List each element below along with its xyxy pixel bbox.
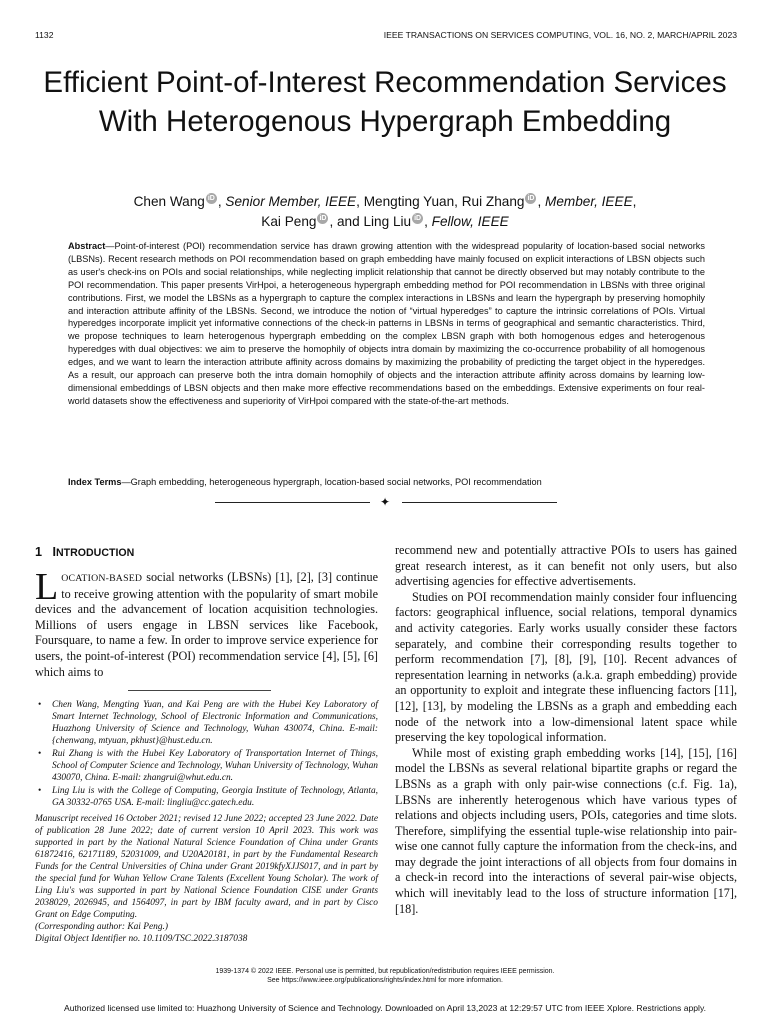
footnote-rule (128, 690, 271, 691)
divider-rule-right (402, 502, 557, 503)
manuscript-history: Manuscript received 16 October 2021; revised 12 June 2022; accepted 23 June 2022. Date of publication 28 June 2022; date of current version 10 April 2023. This work was supported in part by the National Natural Science Foundation of China under Grants 61872416, 62171189, 52031009, and U20A20181, in part by the Fundamental Research Funds for the Central Universities of China under Grant 2019kfyXJJS017, and in part by the special fund for Wuhan Yellow Crane Talents (Excellent Young Scholar). The work of Ling Liu's was supported in part by National Science Foundation CISE under Grants 2038029, 2026945, and 1564097, in part by IBM faculty award, and in part by Cisco Grant on Edge Computing. (35, 814, 378, 920)
index-terms (68, 476, 705, 489)
abstract-text: —Point-of-interest (POI) recommendation service has drawn growing attention with the widespread popularity of location-based social networks (LBSNs). Recent research methods on POI recommendation based on graph embedding have mainly focused on explicit interactions of LBSN objects such as user's check-ins on POIs and social relationships, while neglecting implicit relationship that cannot be directly observed but may notably contribute to the POI recommendation. This paper presents VirHpoi, a heterogeneous hypergraph embedding method for POI recommendation in LBSNs with three original contributions. First, we model the LBSNs as a hypergraph to capture the complex interactions in LBSNs and learn the hypergraph by preserving homophily and interaction attribute affinity of the LBSNs. Second, we introduce the notion of “virtual hyperedges” to capture the intrinsic correlations of POIs. Virtual hyperedges incorporate implicit yet informative connections of the check-in patterns in LBSNs in terms of geographical and semantic characteristics. Third, we propose techniques to learn heterogenous hypergraph embedding on the complex LBSN graph with both homogenous edges and heterogenous hyperedges with dual objectives: we aim to preserve the homophily of objects intra domain by maximizing the co-occurrence probability of all homogenous edges, and we want to learn the interaction attribute affinity across domains by maximizing the probability of predicting the target object in the hyperedges. As a result, our approach can preserve both the intra domain homophily of objects and the interaction attribute affinity across domains by learning low-dimensional embeddings of LBSN objects and then make more effective recommendations based on the embeddings. Extensive experiments on four real-world datasets show the effectiveness and superiority of VirHpoi compared with the state-of-the-art methods. (68, 241, 705, 406)
author-name: Rui Zhang (461, 194, 525, 209)
orcid-icon[interactable]: iD (527, 195, 535, 203)
affiliation-item: • Rui Zhang is with the Hubei Key Laboratory of Transportation Internet of Things, School of Computer Science and Technology, Wuhan University of Technology, Wuhan 430070, China. E-mail: zhangrui@whut.edu.cn. (35, 748, 378, 784)
intro-paragraph-1 (35, 566, 378, 680)
footnotes (35, 699, 378, 945)
copyright-notice (40, 967, 730, 985)
author-name: Mengting Yuan (363, 194, 455, 209)
section-number: 1 (35, 545, 43, 559)
author-role: Senior Member, IEEE (225, 194, 357, 209)
intro-smallcaps: OCATION-BASED (61, 573, 143, 584)
copyright-line-2[interactable]: See https://www.ieee.org/publications/rights/index.html for more information. (267, 977, 503, 985)
author-name: Ling Liu (363, 213, 412, 229)
abstract-label: Abstract (68, 241, 106, 251)
orcid-icon[interactable]: iD (207, 195, 215, 203)
drop-cap: L (35, 566, 59, 608)
divider-diamond-icon: ✦ (380, 495, 391, 509)
author-name: Chen Wang (133, 194, 205, 209)
intro-text: social networks (LBSNs) [1], [2], [3] continue to receive growing attention with the popularity of smart mobile devices and the advancement of location acquisition technologies. Millions of users engage in LBSN services like Facebook, Foursquare, to name a few. In order to improve service experience for users, the point-of-interest (POI) recommendation service [4], [5], [6] which aims to (35, 570, 378, 679)
abstract (68, 240, 705, 408)
authorized-use-notice: Authorized licensed use limited to: Huazhong University of Science and Technology. Downloaded on April 13,2023 at 12:29:57 UTC from IEEE Xplore. Restrictions apply. (63, 1003, 707, 1013)
intro-paragraph-2: Studies on POI recommendation mainly consider four influencing factors: geographical influence, social relations, temporal dynamics and activity categories. Early works usually consider these factors separately, and combine their corresponding results together to perform recommendation [7], [8], [9], [10]. Recent advances of representation learning in networks (a.k.a. graph embedding) provide an opportunity to exploit and integrate these influencing factors [11], [12], [13], by modeling the LBSNs as a graph and embedding each node of the network into a low-dimensional latent space while preserving the key topological information. (395, 589, 737, 745)
corresponding-author: (Corresponding author: Kai Peng.) (35, 922, 168, 932)
orcid-icon[interactable]: iD (319, 214, 327, 222)
author-role: Member, IEEE (545, 194, 633, 209)
conjunction: and (337, 213, 360, 229)
doi: Digital Object Identifier no. 10.1109/TSC.2022.3187038 (35, 934, 248, 944)
section-title-rest: NTRODUCTION (56, 547, 135, 559)
affiliation-item: • Chen Wang, Mengting Yuan, and Kai Peng are with the Hubei Key Laboratory of Smart Internet Technology, School of Electronic Information and Communications, Huazhong University of Science and Technology, Wuhan 430074, China. E-mail: {chenwang, mtyuan, pkhust}@hust.edu.cn. (35, 699, 378, 747)
copyright-line-1: 1939-1374 © 2022 IEEE. Personal use is permitted, but republication/redistribution requires IEEE permission. (215, 968, 555, 975)
section-title-initial: I (52, 545, 57, 559)
journal-header: IEEE TRANSACTIONS ON SERVICES COMPUTING, VOL. 16, NO. 2, MARCH/APRIL 2023 (383, 30, 737, 40)
divider-rule-left (215, 502, 370, 503)
author-name: Kai Peng (261, 213, 317, 229)
affiliation-item: • Ling Liu is with the College of Computing, Georgia Institute of Technology, Atlanta, GA 30332-0765 USA. E-mail: lingliu@cc.gatech.edu. (35, 785, 378, 809)
intro-paragraph-3: While most of existing graph embedding works [14], [15], [16] model the LBSNs as several relational bipartite graphs or regard the LBSNs as a graph with only pair-wise connections (c.f. Fig. 1a), LBSNs are inherently heterogenous which have various types of relations and objects including users, POIs, categories and time slots. Therefore, simplifying the essential tuple-wise relationship into pair-wise one cannot fully capture the information from the check-ins, and may degrade the joint interactions of all objects from four domains in a check-in record into the interactions of several pair-wise objects, which will inevitably lead to the loss of structure information [17], [18]. (395, 745, 737, 916)
affiliation-list (35, 699, 378, 809)
index-terms-label: Index Terms (68, 477, 122, 487)
author-list: Chen Wang iD , Senior Member, IEEE, Mengting Yuan, Rui Zhang iD , Member, IEEE, Kai Peng iD , and Ling Liu iD , Fellow, IEEE (133, 194, 637, 229)
orcid-icon[interactable]: iD (414, 214, 422, 222)
author-role: Fellow, IEEE (431, 213, 509, 229)
index-terms-text: —Graph embedding, heterogeneous hypergraph, location-based social networks, POI recommendation (121, 477, 542, 487)
section-heading (35, 545, 134, 559)
left-column (35, 566, 378, 680)
manuscript-info (35, 813, 378, 945)
paper-title: Efficient Point-of-Interest Recommendation Services With Heterogenous Hypergraph Embedding (43, 66, 727, 138)
right-column (395, 543, 737, 917)
page-number: 1132 (35, 30, 54, 40)
intro-paragraph-1-continued: recommend new and potentially attractive POIs to users has gained great research interest, as it can benefit not only users, but also advertising agencies for effective advertisements. (395, 543, 737, 589)
